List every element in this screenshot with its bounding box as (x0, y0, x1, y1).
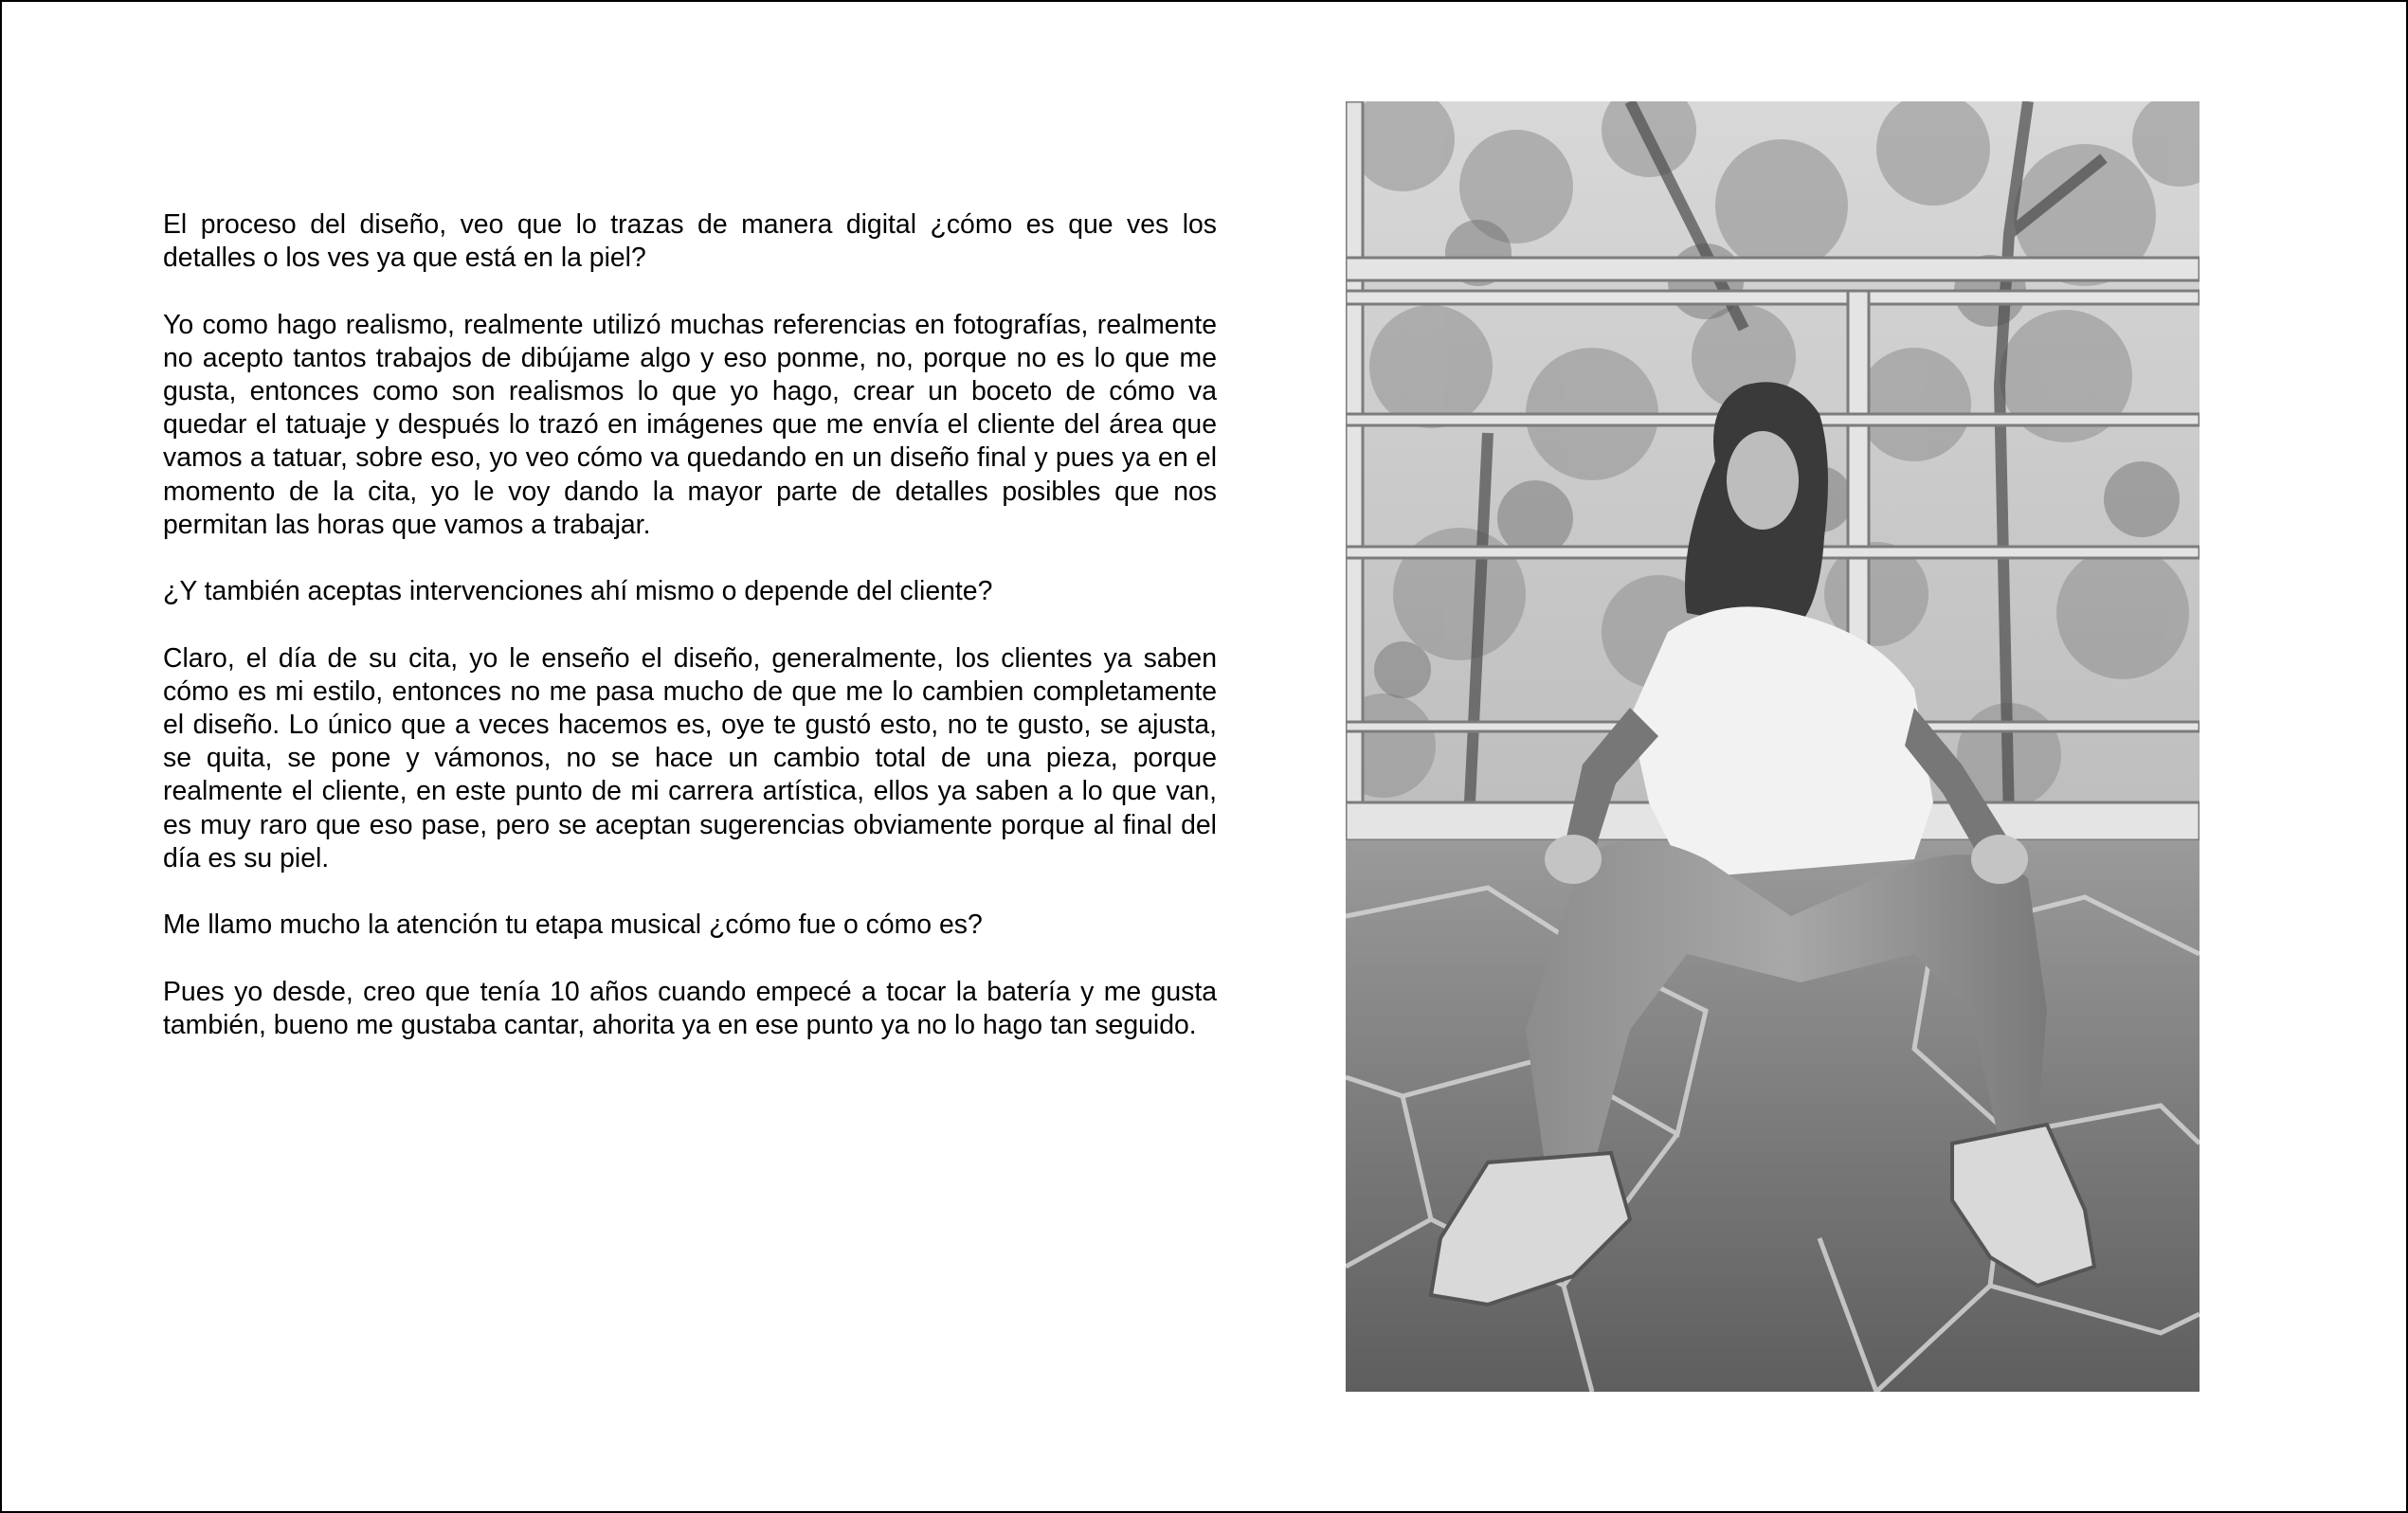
interview-answer: Claro, el día de su cita, yo le enseño el diseño, generalmente, los clientes ya saben cómo es mi estilo, entonces no me pasa mucho de que me lo cambien completamente el diseño. Lo único que a veces hacemos es, oye te gustó esto, no te gusto, se ajusta, se quita, se pone y vámonos, no se hace un cambio total de una pieza, porque realmente el cliente, en este punto de mi carrera artística, ellos ya saben a lo que van, es muy raro que eso pase, pero se aceptan sugerencias obviamente porque al final del día es su piel. (163, 642, 1217, 874)
face (1727, 431, 1799, 530)
portrait-photo-illustration (1346, 101, 2200, 1392)
left-hand (1545, 835, 1602, 884)
interview-text (163, 208, 1217, 1075)
interview-question: El proceso del diseño, veo que lo trazas de manera digital ¿cómo es que ves los detalles o los ves ya que está en la piel? (163, 209, 1217, 274)
interview-answer: Pues yo desde, creo que tenía 10 años cuando empecé a tocar la batería y me gusta también, bueno me gustaba cantar, ahorita ya en ese punto ya no lo hago tan seguido. (163, 976, 1217, 1040)
interview-question: ¿Y también aceptas intervenciones ahí mismo o depende del cliente? (163, 576, 993, 607)
portrait-photo (1346, 101, 2200, 1392)
right-hand (1971, 835, 2028, 884)
interview-question: Me llamo mucho la atención tu etapa musical ¿cómo fue o cómo es? (163, 910, 983, 941)
interview-answer: Yo como hago realismo, realmente utilizó muchas referencias en fotografías, realmente no acepto tantos trabajos de dibújame algo y eso ponme, no, porque no es lo que me gusta, entonces como son realismos lo que yo hago, crear un boceto de cómo va quedar el tatuaje y después lo trazó en imágenes que me envía el cliente del área que vamos a tatuar, sobre eso, yo veo cómo va quedando en un diseño final y pues ya en el momento de la cita, yo le voy dando la mayor parte de detalles posibles que nos permitan las horas que vamos a trabajar. (163, 309, 1217, 540)
